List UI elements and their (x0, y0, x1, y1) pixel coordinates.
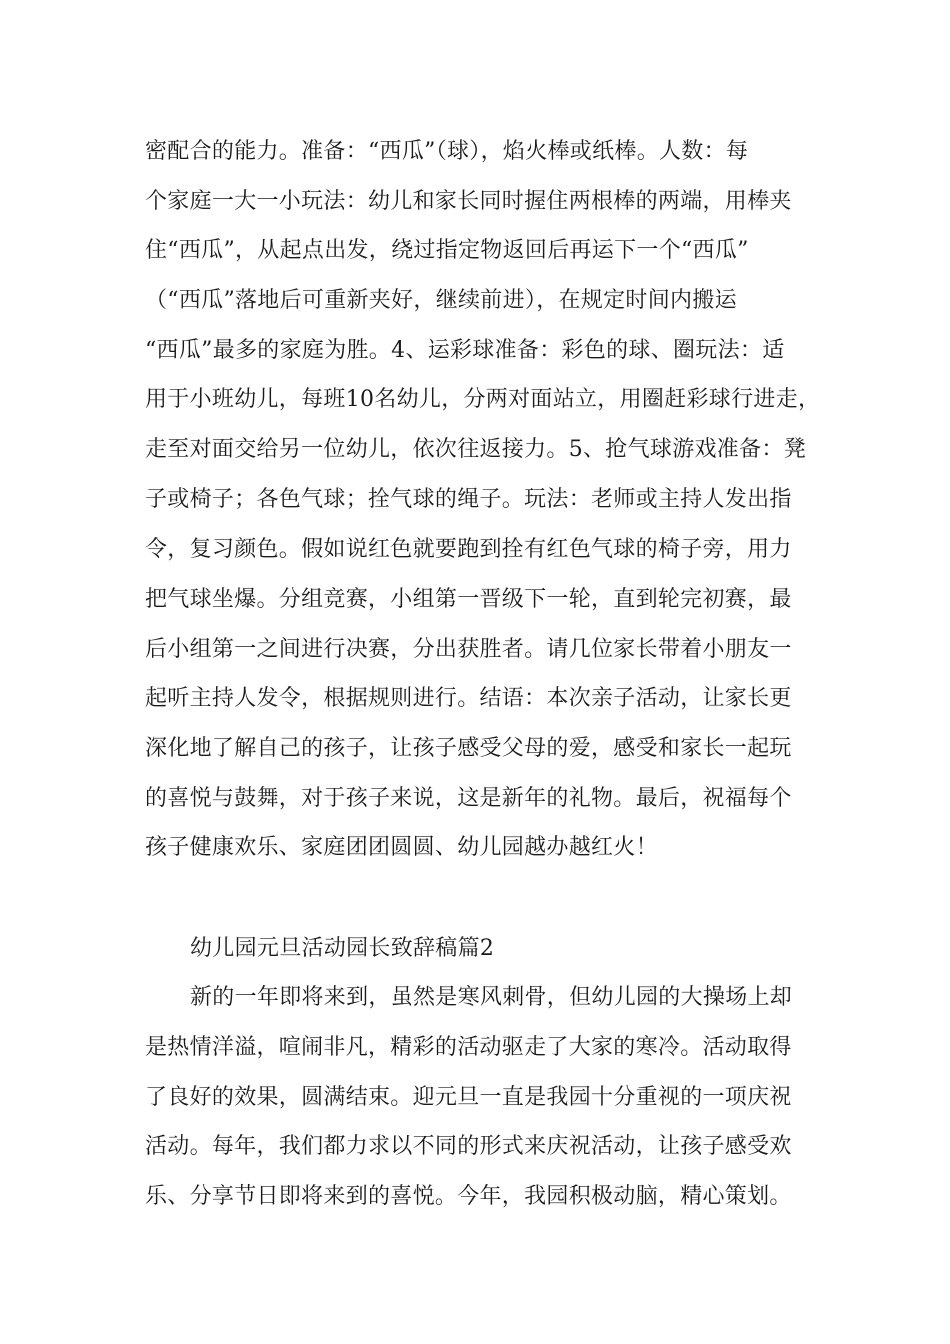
text-line: “西瓜”最多的家庭为胜。4、运彩球准备：彩色的球、圈玩法：适 (145, 338, 785, 363)
text-line: 令，复习颜色。假如说红色就要跑到拴有红色气球的椅子旁，用力 (145, 537, 792, 562)
text-line: 密配合的能力。准备：“西瓜”（球），焰火棒或纸棒。人数：每 (145, 139, 749, 164)
text-line: 用于小班幼儿，每班10名幼儿，分两对面站立，用圈赶彩球行进走， (145, 387, 821, 412)
text-line: 是热情洋溢，喧闹非凡，精彩的活动驱走了大家的寒冷。活动取得 (145, 1035, 792, 1060)
text-line: 活动。每年，我们都力求以不同的形式来庆祝活动，让孩子感受欢 (145, 1134, 792, 1159)
text-line: 把气球坐爆。分组竞赛，小组第一晋级下一轮，直到轮完初赛，最 (145, 587, 792, 612)
text-line: （“西瓜”落地后可重新夹好，继续前进），在规定时间内搬运 (145, 288, 737, 313)
text-line: 孩子健康欢乐、家庭团团圆圆、幼儿园越办越红火！ (145, 835, 658, 860)
text-line: 起听主持人发令，根据规则进行。结语：本次亲子活动，让家长更 (145, 686, 792, 711)
text-line: 子或椅子；各色气球；拴气球的绳子。玩法：老师或主持人发出指 (145, 487, 792, 512)
text-line: 乐、分享节日即将来到的喜悦。今年，我园积极动脑，精心策划。 (145, 1184, 792, 1209)
text-line: 后小组第一之间进行决赛，分出获胜者。请几位家长带着小朋友一 (145, 637, 792, 662)
section-heading: 幼儿园元旦活动园长致辞稿篇2 (190, 936, 495, 961)
text-line: 住“西瓜”，从起点出发，绕过指定物返回后再运下一个“西瓜” (145, 238, 749, 263)
text-line: 走至对面交给另一位幼儿，依次往返接力。5、抢气球游戏准备：凳 (145, 437, 806, 462)
text-line: 个家庭一大一小玩法：幼儿和家长同时握住两根棒的两端，用棒夹 (145, 189, 792, 214)
text-line: 了良好的效果，圆满结束。迎元旦一直是我园十分重视的一项庆祝 (145, 1085, 792, 1110)
text-line: 新的一年即将来到，虽然是寒风刺骨，但幼儿园的大操场上却 (190, 985, 793, 1010)
text-line: 深化地了解自己的孩子，让孩子感受父母的爱，感受和家长一起玩 (145, 736, 792, 761)
text-line: 的喜悦与鼓舞，对于孩子来说，这是新年的礼物。最后，祝福每个 (145, 786, 792, 811)
